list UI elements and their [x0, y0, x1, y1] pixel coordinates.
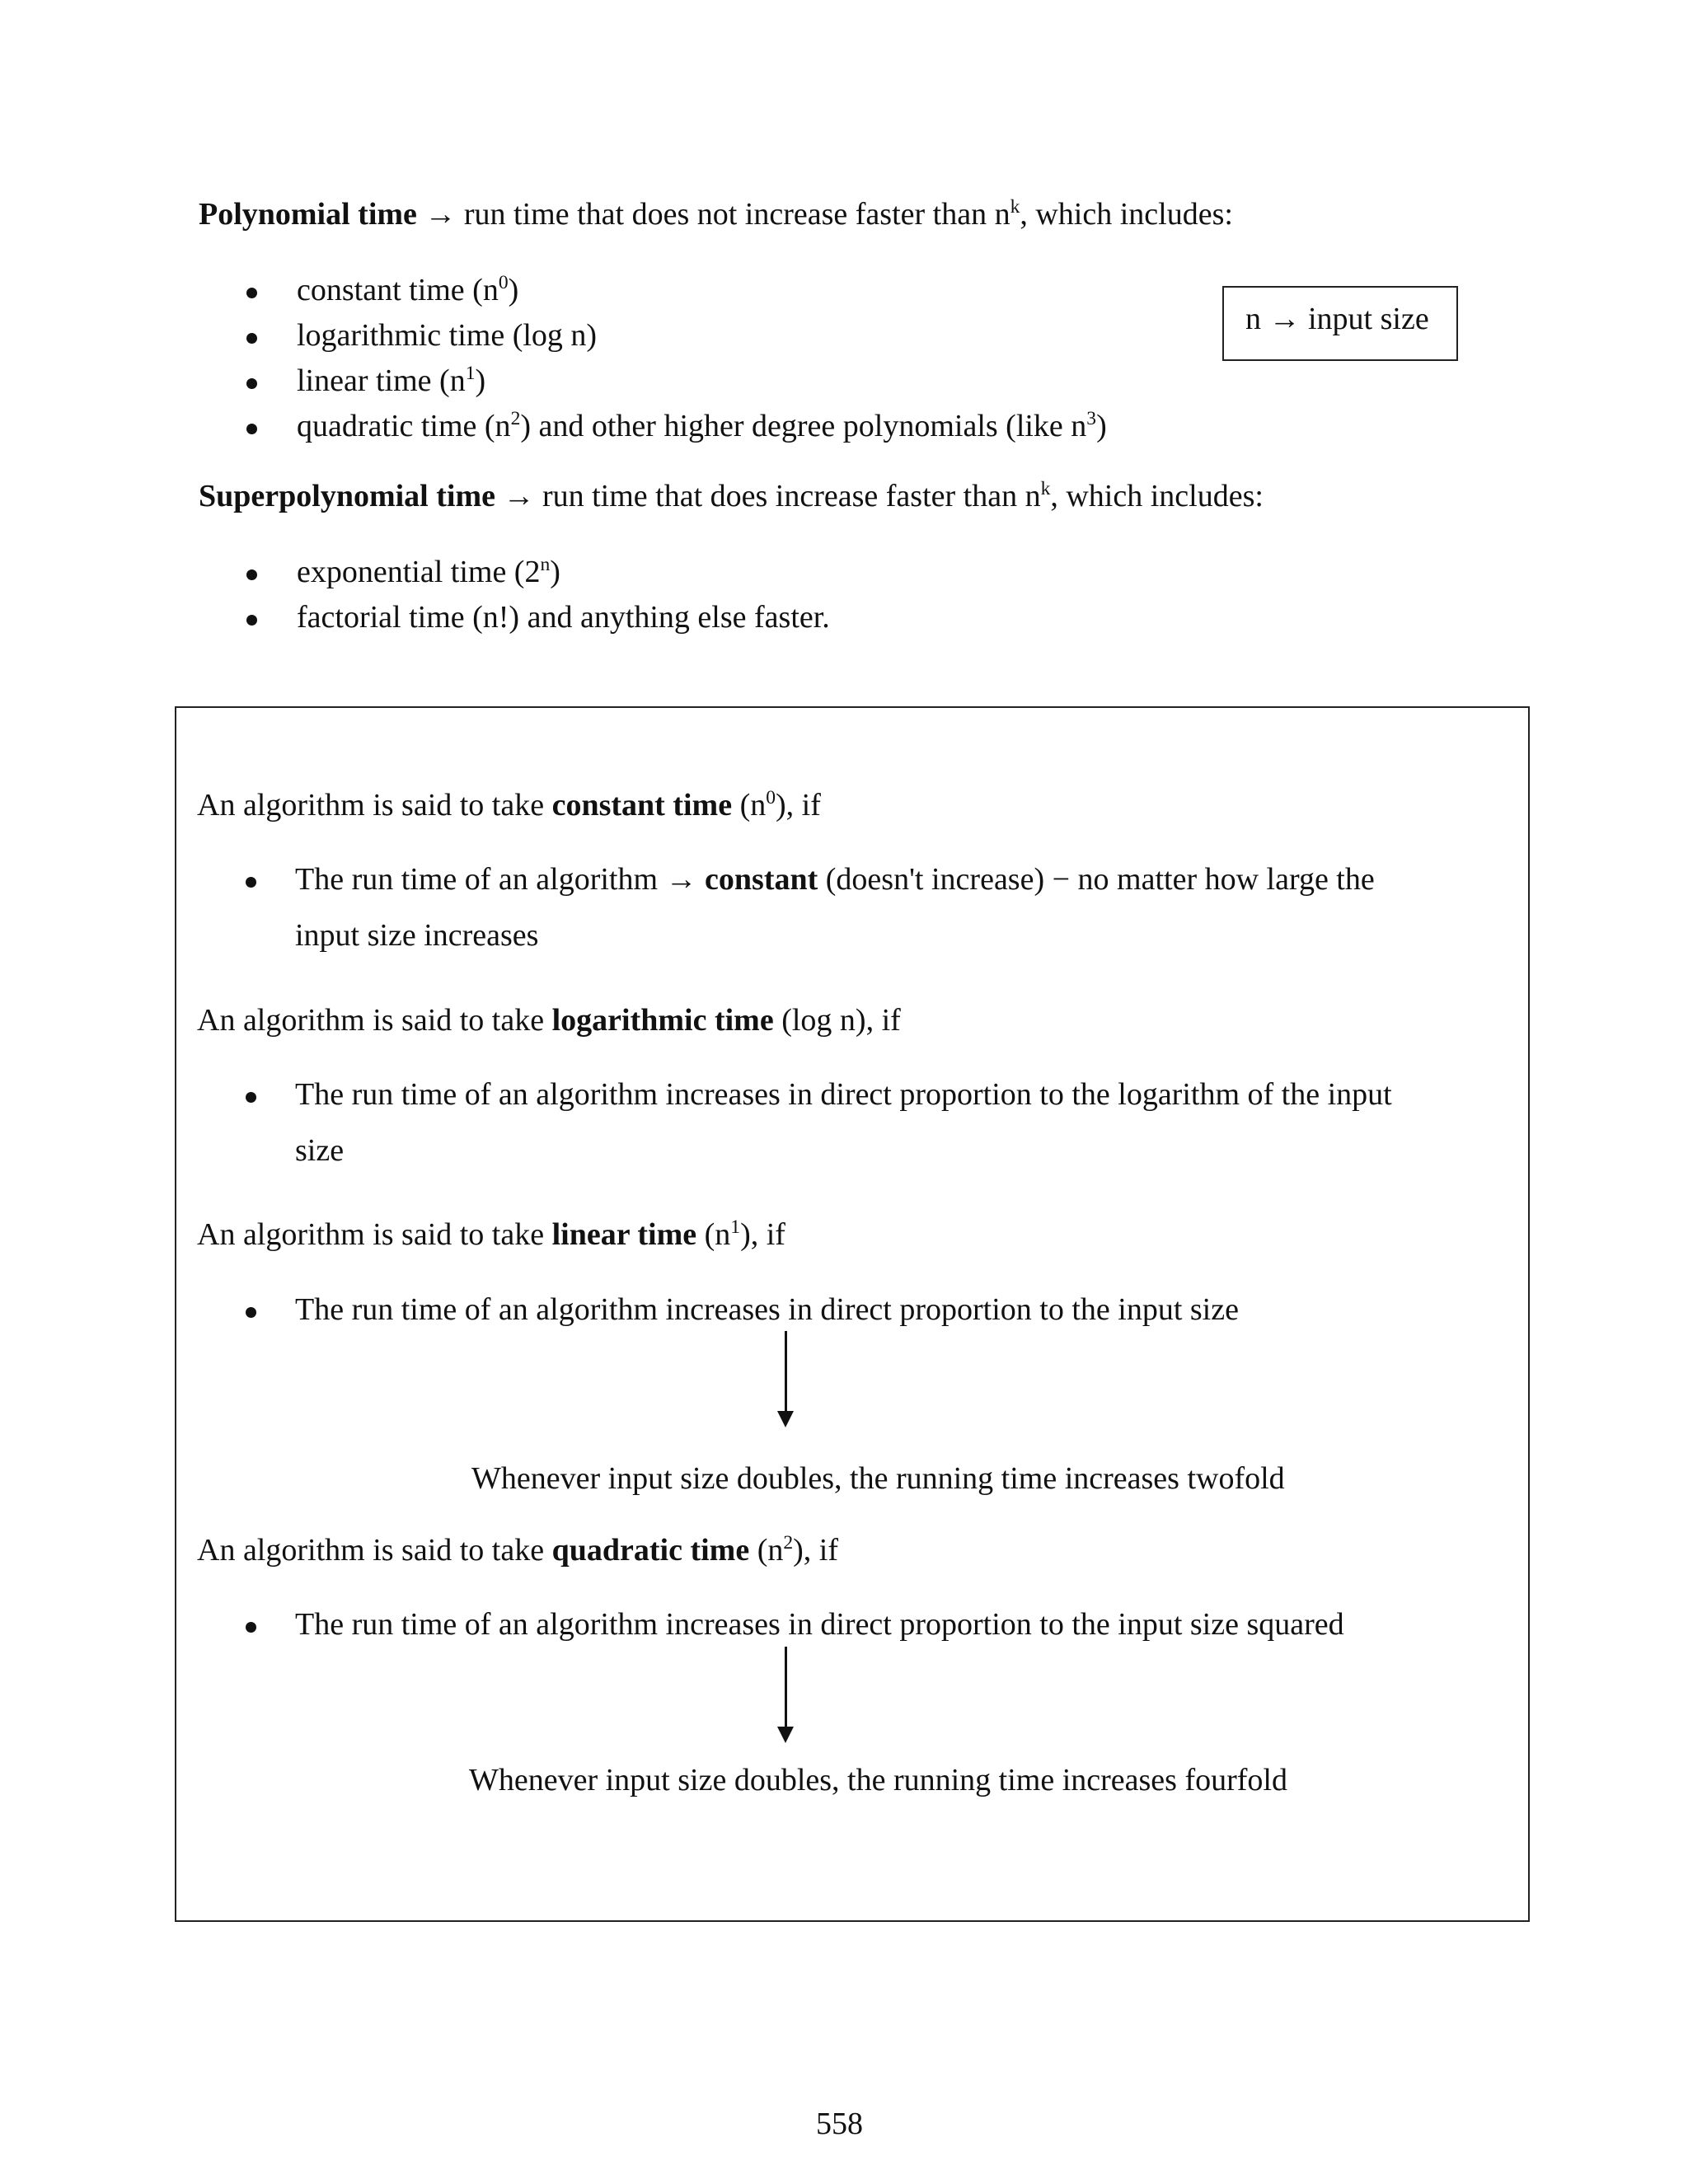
linear-heading: [197, 1216, 785, 1254]
bullet-text-end: (doesn't increase) − no matter how large the: [818, 862, 1375, 897]
logarithmic-bullet-line1: The run time of an algorithm increases in direct proportion to the logarithm of the input: [295, 1077, 1392, 1112]
heading-sup: 0: [766, 787, 776, 809]
bullet-icon: [246, 615, 257, 626]
heading-sup: 1: [730, 1216, 741, 1239]
heading-text-mid: (n: [749, 1533, 784, 1568]
item-text: exponential time (2: [297, 555, 541, 589]
item-sup: 1: [465, 363, 476, 385]
item-text-end: ): [1096, 409, 1107, 443]
superpolynomial-definition: [199, 478, 1264, 516]
quadratic-bullet: The run time of an algorithm increases in direct proportion to the input size squared: [295, 1607, 1344, 1642]
bullet-icon: [246, 1307, 256, 1318]
polynomial-term: Polynomial time: [199, 197, 417, 232]
polynomial-def-text: → run time that does not increase faster than n: [416, 197, 1010, 232]
bullet-icon: [246, 569, 257, 580]
superpolynomial-exponent: k: [1040, 478, 1051, 500]
linear-arrow-line: [785, 1331, 787, 1413]
heading-text: An algorithm is said to take: [197, 788, 552, 823]
heading-term: logarithmic time: [551, 1003, 774, 1038]
bullet-icon: [246, 333, 257, 344]
heading-term: quadratic time: [551, 1533, 750, 1568]
item-text-mid: ) and other higher degree polynomials (like n: [520, 409, 1087, 443]
list-item-logarithmic: [297, 317, 597, 355]
logarithmic-bullet-line2: size: [295, 1133, 345, 1168]
heading-sup: 2: [783, 1532, 794, 1554]
item-sup: 0: [498, 272, 509, 294]
bullet-icon: [246, 877, 256, 888]
heading-text: An algorithm is said to take: [197, 1003, 552, 1038]
item-text-end: ): [550, 555, 560, 589]
item-text: quadratic time (n: [297, 409, 511, 443]
bullet-icon: [246, 378, 257, 389]
quadratic-arrow-line: [785, 1647, 787, 1729]
list-item-constant: [297, 272, 518, 310]
polynomial-exponent: k: [1010, 196, 1020, 218]
item-text: linear time (n: [297, 363, 466, 398]
item-text: factorial time (n!) and anything else faster.: [297, 600, 830, 635]
list-item-linear: [297, 363, 485, 401]
heading-term: linear time: [551, 1217, 697, 1252]
item-sup: n: [540, 554, 551, 576]
list-item-quadratic: [297, 408, 1107, 446]
constant-heading: [197, 787, 821, 825]
superpolynomial-term: Superpolynomial time: [199, 479, 495, 513]
heading-term: constant time: [551, 788, 733, 823]
linear-result: Whenever input size doubles, the running time increases twofold: [471, 1461, 1285, 1496]
item-sup: 3: [1086, 408, 1097, 430]
bullet-term: constant: [705, 862, 818, 897]
bullet-text: The run time of an algorithm →: [295, 862, 706, 897]
polynomial-definition: [199, 196, 1233, 234]
heading-text-end: ), if: [776, 788, 821, 823]
heading-text: An algorithm is said to take: [197, 1533, 552, 1568]
item-text-end: ): [475, 363, 486, 398]
item-text-end: ): [508, 273, 519, 307]
heading-text-end: ), if: [793, 1533, 838, 1568]
bullet-icon: [246, 1622, 256, 1633]
item-text: constant time (n: [297, 273, 499, 307]
constant-bullet-line1: [295, 861, 1375, 899]
input-size-note: n → input size: [1245, 302, 1429, 336]
polynomial-def-end: , which includes:: [1020, 197, 1233, 232]
bullet-icon: [246, 1092, 256, 1103]
bullet-icon: [246, 424, 257, 434]
list-item-factorial: [297, 599, 830, 637]
linear-bullet: The run time of an algorithm increases in direct proportion to the input size: [295, 1292, 1239, 1327]
heading-text-end: ), if: [740, 1217, 785, 1252]
heading-text-end: (log n), if: [773, 1003, 901, 1038]
logarithmic-heading: [197, 1002, 901, 1040]
heading-text-mid: (n: [696, 1217, 731, 1252]
constant-bullet-line2: input size increases: [295, 918, 539, 953]
input-size-note-box: [1222, 286, 1458, 361]
heading-text: An algorithm is said to take: [197, 1217, 552, 1252]
superpolynomial-def-end: , which includes:: [1050, 479, 1264, 513]
heading-text-mid: (n: [732, 788, 767, 823]
list-item-exponential: [297, 554, 560, 592]
page-number: 558: [816, 2107, 863, 2141]
superpolynomial-def-text: → run time that does increase faster than n: [495, 479, 1041, 513]
quadratic-heading: [197, 1532, 838, 1570]
quadratic-result: Whenever input size doubles, the running time increases fourfold: [469, 1763, 1287, 1797]
down-arrow-icon: [777, 1411, 794, 1427]
down-arrow-icon: [777, 1727, 794, 1743]
item-text: logarithmic time (log n): [297, 318, 598, 353]
item-sup: 2: [510, 408, 521, 430]
bullet-icon: [246, 288, 257, 298]
